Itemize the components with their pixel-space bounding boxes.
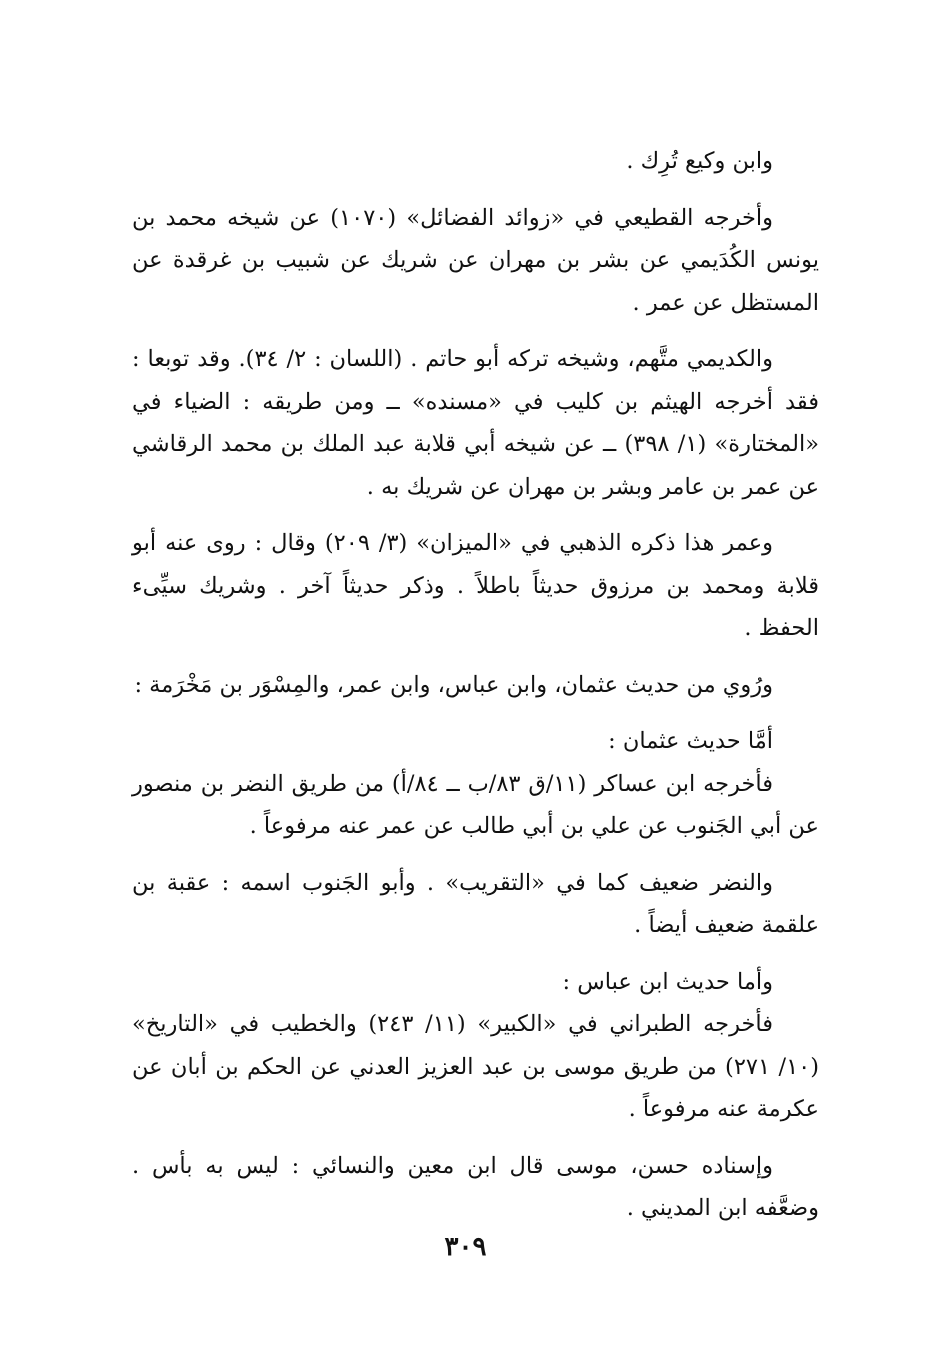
paragraph: وإسناده حسن، موسى قال ابن معين والنسائي : ليس به بأس . وضعَّفه ابن المديني . xyxy=(132,1152,819,1221)
paragraph: أمَّا حديث عثمان : xyxy=(608,728,773,754)
paragraph: وأخرجه القطيعي في «زوائد الفضائل» (١٠٧٠) عن شيخه محمد بن يونس الكُدَيمي عن بشر بن مهران عن شريك عن شبيب بن غرقدة عن المستظل عن عمر . xyxy=(132,204,819,316)
paragraph: وابن وكيع تُرِك . xyxy=(626,148,773,174)
paragraph: فأخرجه ابن عساكر (١١/ق ٨٣/ب ــ ٨٤/أ) من طريق النضر بن منصور عن أبي الجَنوب عن علي بن أبي طالب عن عمر عنه مرفوعاً . xyxy=(132,770,819,839)
paragraph: والنضر ضعيف كما في «التقريب» . وأبو الجَنوب اسمه : عقبة بن علقمة ضعيف أيضاً . xyxy=(132,869,819,938)
paragraph: وأما حديث ابن عباس : xyxy=(562,968,773,995)
paragraph: فأخرجه الطبراني في «الكبير» (١١/ ٢٤٣) والخطيب في «التاريخ» (١٠/ ٢٧١) من طريق موسى بن عبد العزيز العدني عن الحكم بن أبان عن عكرمة عنه مرفوعاً . xyxy=(132,1011,820,1122)
page-body xyxy=(132,140,819,1230)
paragraph: والكديمي متَّهم، وشيخه تركه أبو حاتم . (اللسان : ٢/ ٣٤). وقد توبعا : فقد أخرجه الهيثم بن كليب في «مسنده» ــ ومن طريقه : الضياء في «المختارة» (١/ ٣٩٨) ــ عن شيخه أبي قلابة عبد الملك بن محمد الرقاشي عن عمر بن عامر وبشر بن مهران عن شريك به . xyxy=(132,346,819,500)
paragraph: ورُوي من حديث عثمان، وابن عباس، وابن عمر، والمِسْوَر بن مَخْرَمة : xyxy=(134,671,773,698)
page-number: ٣٠٩ xyxy=(444,1232,487,1262)
paragraph: وعمر هذا ذكره الذهبي في «الميزان» (٣/ ٢٠٩) وقال : روى عنه أبو قلابة ومحمد بن مرزوق حديثاً باطلاً . وذكر حديثاً آخر . وشريك سيِّىء الحفظ . xyxy=(132,530,819,641)
